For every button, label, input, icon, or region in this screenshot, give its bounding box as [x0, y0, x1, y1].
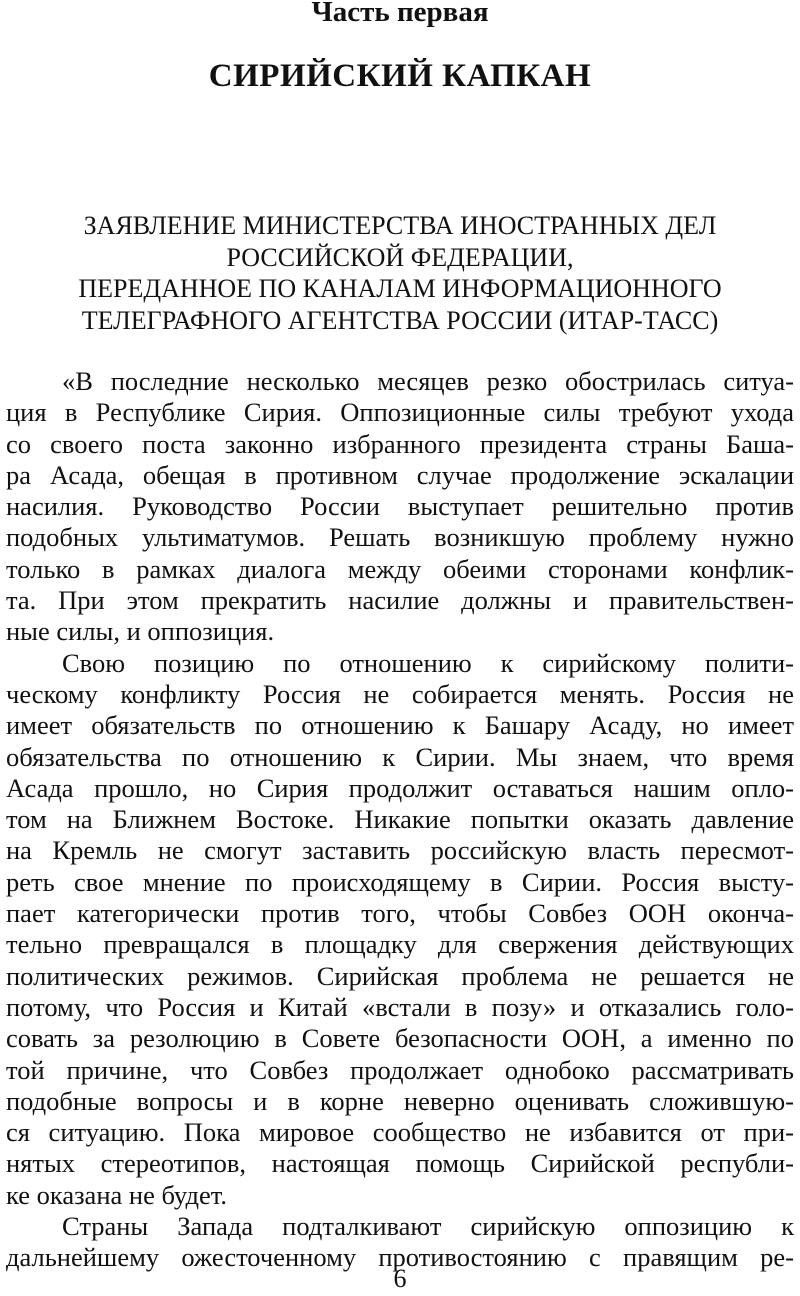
heading-line: РОССИЙСКОЙ ФЕДЕРАЦИИ, — [226, 242, 574, 272]
text-line: тельно превращался в площадку для свержения действующих — [6, 929, 794, 960]
text-line: со своего поста законно избранного президента страны Баша- — [6, 428, 794, 459]
text-line: подобные вопросы и в корне неверно оценивать сложившую- — [6, 1085, 794, 1116]
page-number: 6 — [393, 1264, 407, 1293]
text-line: ческому конфликту Россия не собирается менять. Россия не — [6, 678, 794, 709]
part-label: Часть первая — [311, 0, 489, 28]
text-line: Свою позицию по отношению к сирийскому полити- — [62, 647, 794, 678]
text-line: та. При этом прекратить насилие должны и правительствен- — [6, 585, 794, 616]
document-heading — [0, 210, 800, 336]
heading-line: ЗАЯВЛЕНИЕ МИНИСТЕРСТВА ИНОСТРАННЫХ ДЕЛ — [83, 211, 717, 240]
text-line: ра Асада, обещая в противном случае продолжение эскалации — [6, 459, 794, 490]
text-line: на Кремль не смогут заставить российскую власть пересмот- — [6, 835, 794, 866]
text-line: дальнейшему ожесточенному противостоянию с правящим ре- — [6, 1242, 794, 1273]
text-line: ция в Республике Сирия. Оппозиционные силы требуют ухода — [6, 397, 794, 428]
text-line: ся ситуацию. Пока мировое сообщество не избавится от при- — [6, 1117, 794, 1148]
text-line: той причине, что Совбез продолжает однобоко рассматривать — [6, 1054, 794, 1085]
text-line: подобных ультиматумов. Решать возникшую проблему нужно — [6, 522, 794, 553]
text-line: только в рамках диалога между обеими сторонами конфлик- — [6, 553, 794, 584]
text-line: пает категорически против того, чтобы Совбез ООН оконча- — [6, 898, 794, 929]
body-text — [6, 366, 794, 1274]
text-line: ные силы, и оппозиция. — [6, 616, 275, 647]
text-line: реть свое мнение по происходящему в Сирии. Россия высту- — [6, 866, 794, 897]
text-line: «В последние несколько месяцев резко обострилась ситуа- — [62, 366, 794, 396]
text-line: политических режимов. Сирийская проблема не решается не — [6, 960, 794, 991]
text-line: совать за резолюцию в Совете безопасности ООН, а именно по — [6, 1023, 794, 1054]
text-line: ке оказана не будет. — [6, 1179, 227, 1210]
text-line: Асада прошло, но Сирия продолжит оставаться нашим опло- — [6, 772, 794, 803]
heading-line: ПЕРЕДАННОЕ ПО КАНАЛАМ ИНФОРМАЦИОННОГО — [78, 274, 722, 303]
text-line: насилия. Руководство России выступает решительно против — [6, 491, 794, 522]
text-line: нятых стереотипов, настоящая помощь Сирийской республи- — [6, 1148, 794, 1179]
heading-line: ТЕЛЕГРАФНОГО АГЕНТСТВА РОССИИ (ИТАР-ТАСС) — [81, 305, 719, 335]
text-line: том на Ближнем Востоке. Никакие попытки оказать давление — [6, 804, 794, 835]
text-line: потому, что Россия и Китай «встали в позу» и отказались голо- — [6, 991, 794, 1022]
text-line: Страны Запада подталкивают сирийскую оппозицию к — [62, 1211, 794, 1242]
part-title: СИРИЙСКИЙ КАПКАН — [208, 58, 592, 94]
text-line: обязательства по отношению к Сирии. Мы знаем, что время — [6, 741, 794, 772]
text-line: имеет обязательств по отношению к Башару Асаду, но имеет — [6, 710, 794, 741]
